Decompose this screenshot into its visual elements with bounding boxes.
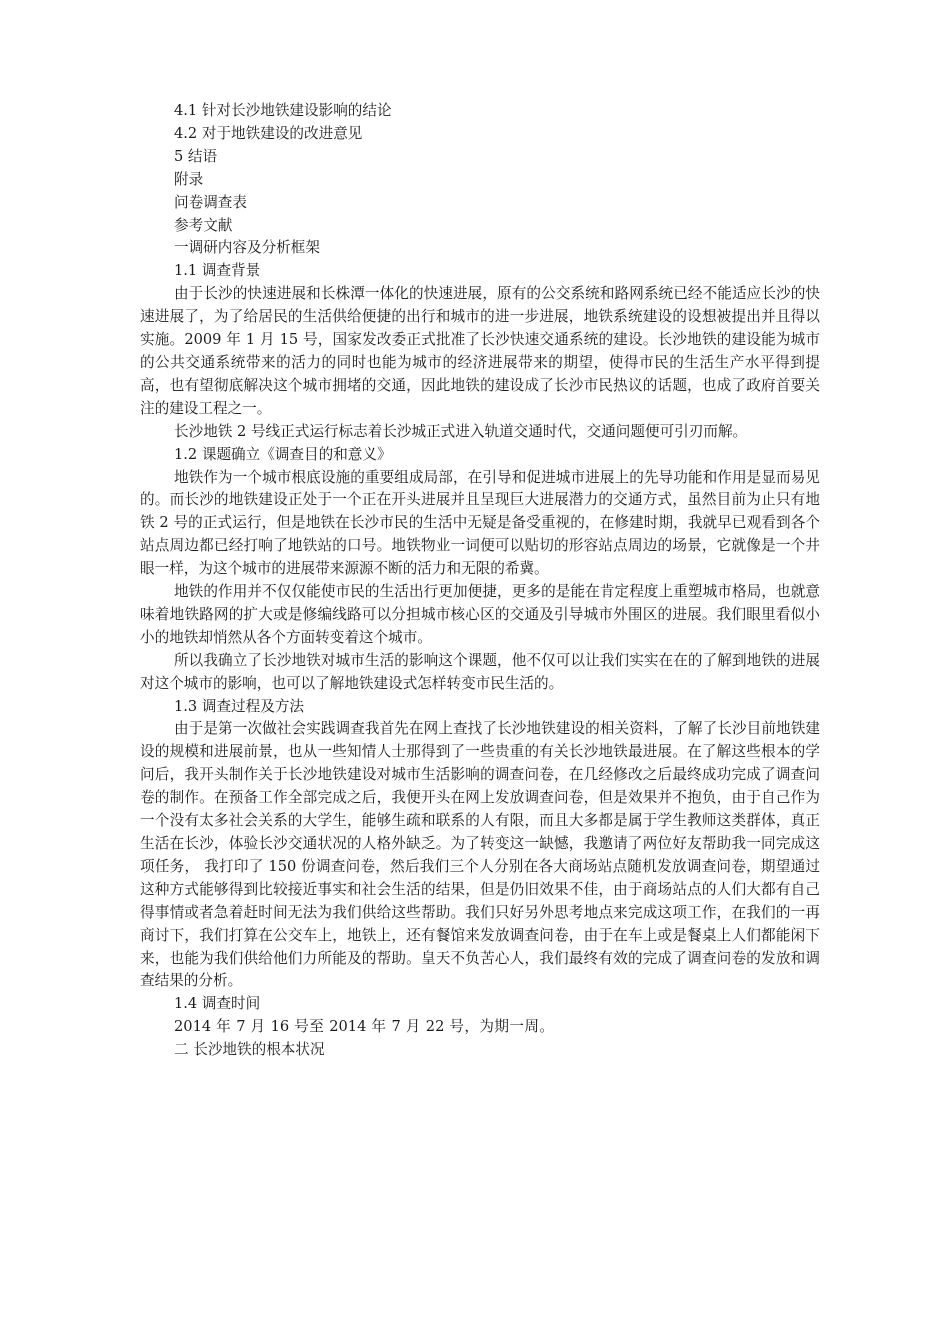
toc-line: 4.1 针对长沙地铁建设影响的结论: [174, 102, 392, 119]
subsection-heading: 1.1 调查背景: [174, 262, 261, 280]
toc-line: 4.2 对于地铁建设的改进意见: [174, 124, 363, 142]
paragraph: 由于长沙的快速进展和长株潭一体化的快速进展，原有的公交系统和路网系统已经不能适应长沙的快速进展了，为了给居民的生活供给便捷的出行和城市的进一步进展，地铁系统建设的设想被提出并且得以实施。2009 年 1 月 15 号，国家发改委正式批准了长沙快速交通系统的建设。长沙地铁的建设能为城市的公共交通系统带来的活力的同时也能为城市的经济进展带来的期望，使得市民的生活生产水平得到提高，也有望彻底解决这个城市拥堵的交通，因此地铁的建设成了长沙市民热议的话题，也成了政府首要关注的建设工程之一。: [140, 285, 820, 417]
toc-line: 5 结语: [174, 147, 218, 165]
paragraph: 所以我确立了长沙地铁对城市生活的影响这个课题，他不仅可以让我们实实在在的了解到地铁的进展对这个城市的影响，也可以了解地铁建设式怎样转变市民生活的。: [140, 651, 820, 692]
toc-line: 问卷调查表: [174, 193, 247, 211]
paragraph: 地铁的作用并不仅仅能使市民的生活出行更加便捷，更多的是能在肯定程度上重塑城市格局，也就意味着地铁路网的扩大或是修编线路可以分担城市核心区的交通及引导城市外围区的进展。我们眼里看似小小的地铁却悄然从各个方面转变着这个城市。: [140, 583, 820, 646]
subsection-heading: 1.4 调查时间: [174, 995, 261, 1013]
toc-line: 附录: [174, 170, 204, 188]
subsection-heading: 1.3 调查过程及方法: [174, 697, 305, 715]
paragraph: 长沙地铁 2 号线正式运行标志着长沙城正式进入轨道交通时代，交通问题便可引刃而解。: [174, 422, 748, 440]
paragraph: 地铁作为一个城市根底设施的重要组成局部，在引导和促进城市进展上的先导功能和作用是显而易见的。而长沙的地铁建设正处于一个正在开头进展并且呈现巨大进展潜力的交通方式，虽然目前为止只有地铁 2 号的正式运行，但是地铁在长沙市民的生活中无疑是备受重视的，在修建时期，我就早已观看到各个站点周边都已经打响了地铁站的口号。地铁物业一词便可以贴切的形容站点周边的场景，它就像是一个井眼一样，为这个城市的进展带来源源不断的活力和无限的希冀。: [140, 468, 820, 578]
paragraph: 2014 年 7 月 16 号至 2014 年 7 月 22 号，为期一周。二 长沙地铁的根本状况: [174, 1018, 554, 1059]
subsection-heading: 1.2 课题确立《调查目的和意义》: [174, 445, 392, 463]
toc-line: 参考文献: [174, 216, 233, 234]
paragraph: 由于是第一次做社会实践调查我首先在网上查找了长沙地铁建设的相关资料，了解了长沙目前地铁建设的规模和进展前景，也从一些知情人士那得到了一些贵重的有关长沙地铁最进展。在了解这些根本的学问后，我开头制作关于长沙地铁建设对城市生活影响的调查问卷，在几经修改之后最终成功完成了调查问卷的制作。在预备工作全部完成之后，我便开头在网上发放调查问卷，但是效果并不抱负，由于自己作为一个没有太多社会关系的大学生，能够生疏和联系的人有限，而且大多都是属于学生教师这类群体，真正生活在长沙，体验长沙交通状况的人格外缺乏。为了转变这一缺憾，我邀请了两位好友帮助我一同完成这项任务， 我打印了 150 份调查问卷，然后我们三个人分别在各大商场站点随机发放调查问卷，期望通过这种方式能够得到比较接近事实和社会生活的结果，但是仍旧效果不佳，由于商场站点的人们大都有自己得事情或者急着赶时间无法为我们供给这些帮助。我们只好另外思考地点来完成这项工作，在我们的一再商讨下，我们打算在公交车上，地铁上，还有餐馆来发放调查问卷，由于在车上或是餐桌上人们都能闲下来，也能为我们供给他们力所能及的帮助。皇天不负苦心人，我们最终有效的完成了调查问卷的发放和调查结果的分析。: [140, 720, 820, 990]
section-heading: 一调研内容及分析框架: [174, 239, 320, 257]
document-body: [140, 100, 820, 1062]
